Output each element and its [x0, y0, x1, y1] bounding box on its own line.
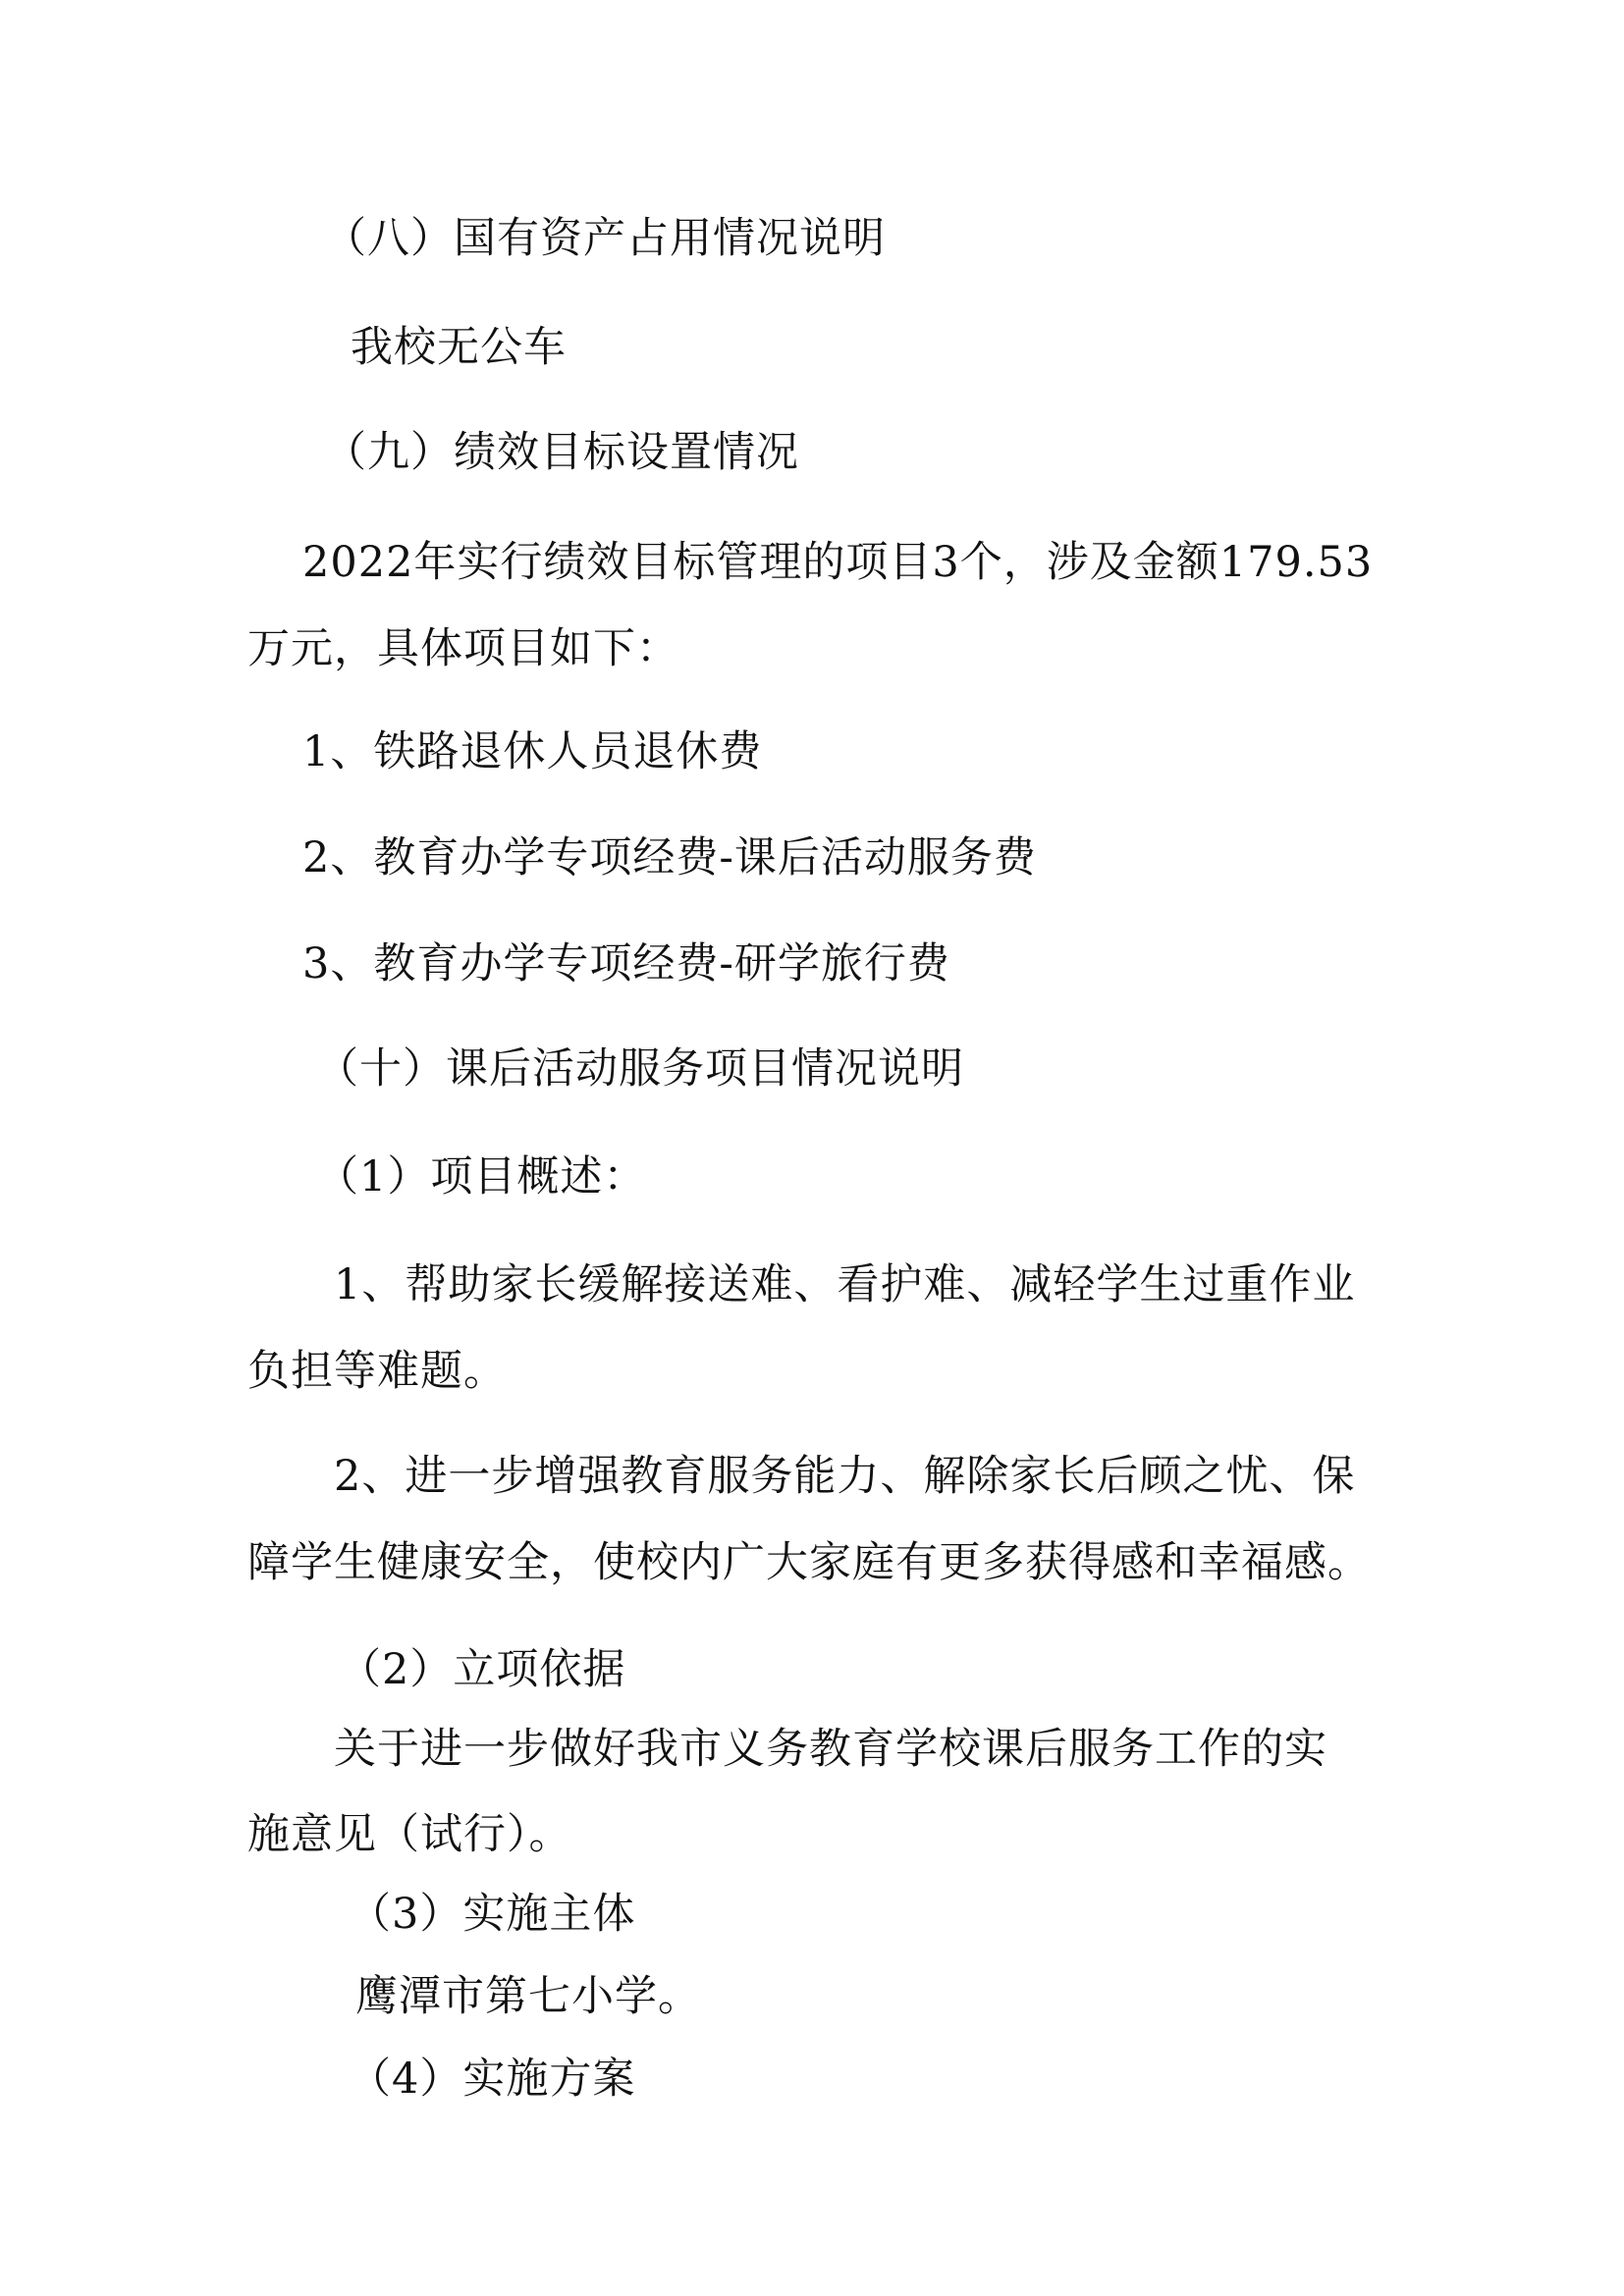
heading-state-assets: （八）国有资产占用情况说明 [324, 214, 886, 263]
paragraph-overview-1-line-1: 1、帮助家长缓解接送难、看护难、减轻学生过重作业 [334, 1260, 1356, 1309]
paragraph-overview-1-line-2: 负担等难题。 [247, 1347, 507, 1396]
paragraph-projects-line-1: 2022年实行绩效目标管理的项目3个，涉及金额179.53 [302, 538, 1374, 587]
paragraph-overview-2-line-2: 障学生健康安全，使校内广大家庭有更多获得感和幸福感。 [247, 1538, 1371, 1587]
subheading-implementer: （3）实施主体 [349, 1890, 636, 1939]
heading-performance-targets: （九）绩效目标设置情况 [324, 428, 799, 477]
paragraph-overview-2-line-1: 2、进一步增强教育服务能力、解除家长后顾之忧、保 [334, 1452, 1356, 1501]
subheading-overview: （1）项目概述： [316, 1152, 647, 1201]
subheading-plan: （4）实施方案 [349, 2055, 636, 2104]
paragraph-no-public-car: 我校无公车 [351, 323, 567, 372]
paragraph-basis-line-2: 施意见（试行）。 [247, 1810, 572, 1859]
list-item-2: 2、教育办学专项经费-课后活动服务费 [302, 833, 1037, 882]
paragraph-implementer: 鹰潭市第七小学。 [355, 1972, 701, 2021]
paragraph-basis-line-1: 关于进一步做好我市义务教育学校课后服务工作的实 [334, 1725, 1327, 1774]
paragraph-projects-line-2: 万元，具体项目如下： [247, 624, 679, 673]
subheading-basis: （2）立项依据 [339, 1645, 626, 1694]
list-item-1: 1、铁路退休人员退休费 [302, 727, 763, 776]
list-item-3: 3、教育办学专项经费-研学旅行费 [302, 939, 950, 988]
heading-after-school-service: （十）课后活动服务项目情况说明 [316, 1044, 964, 1094]
